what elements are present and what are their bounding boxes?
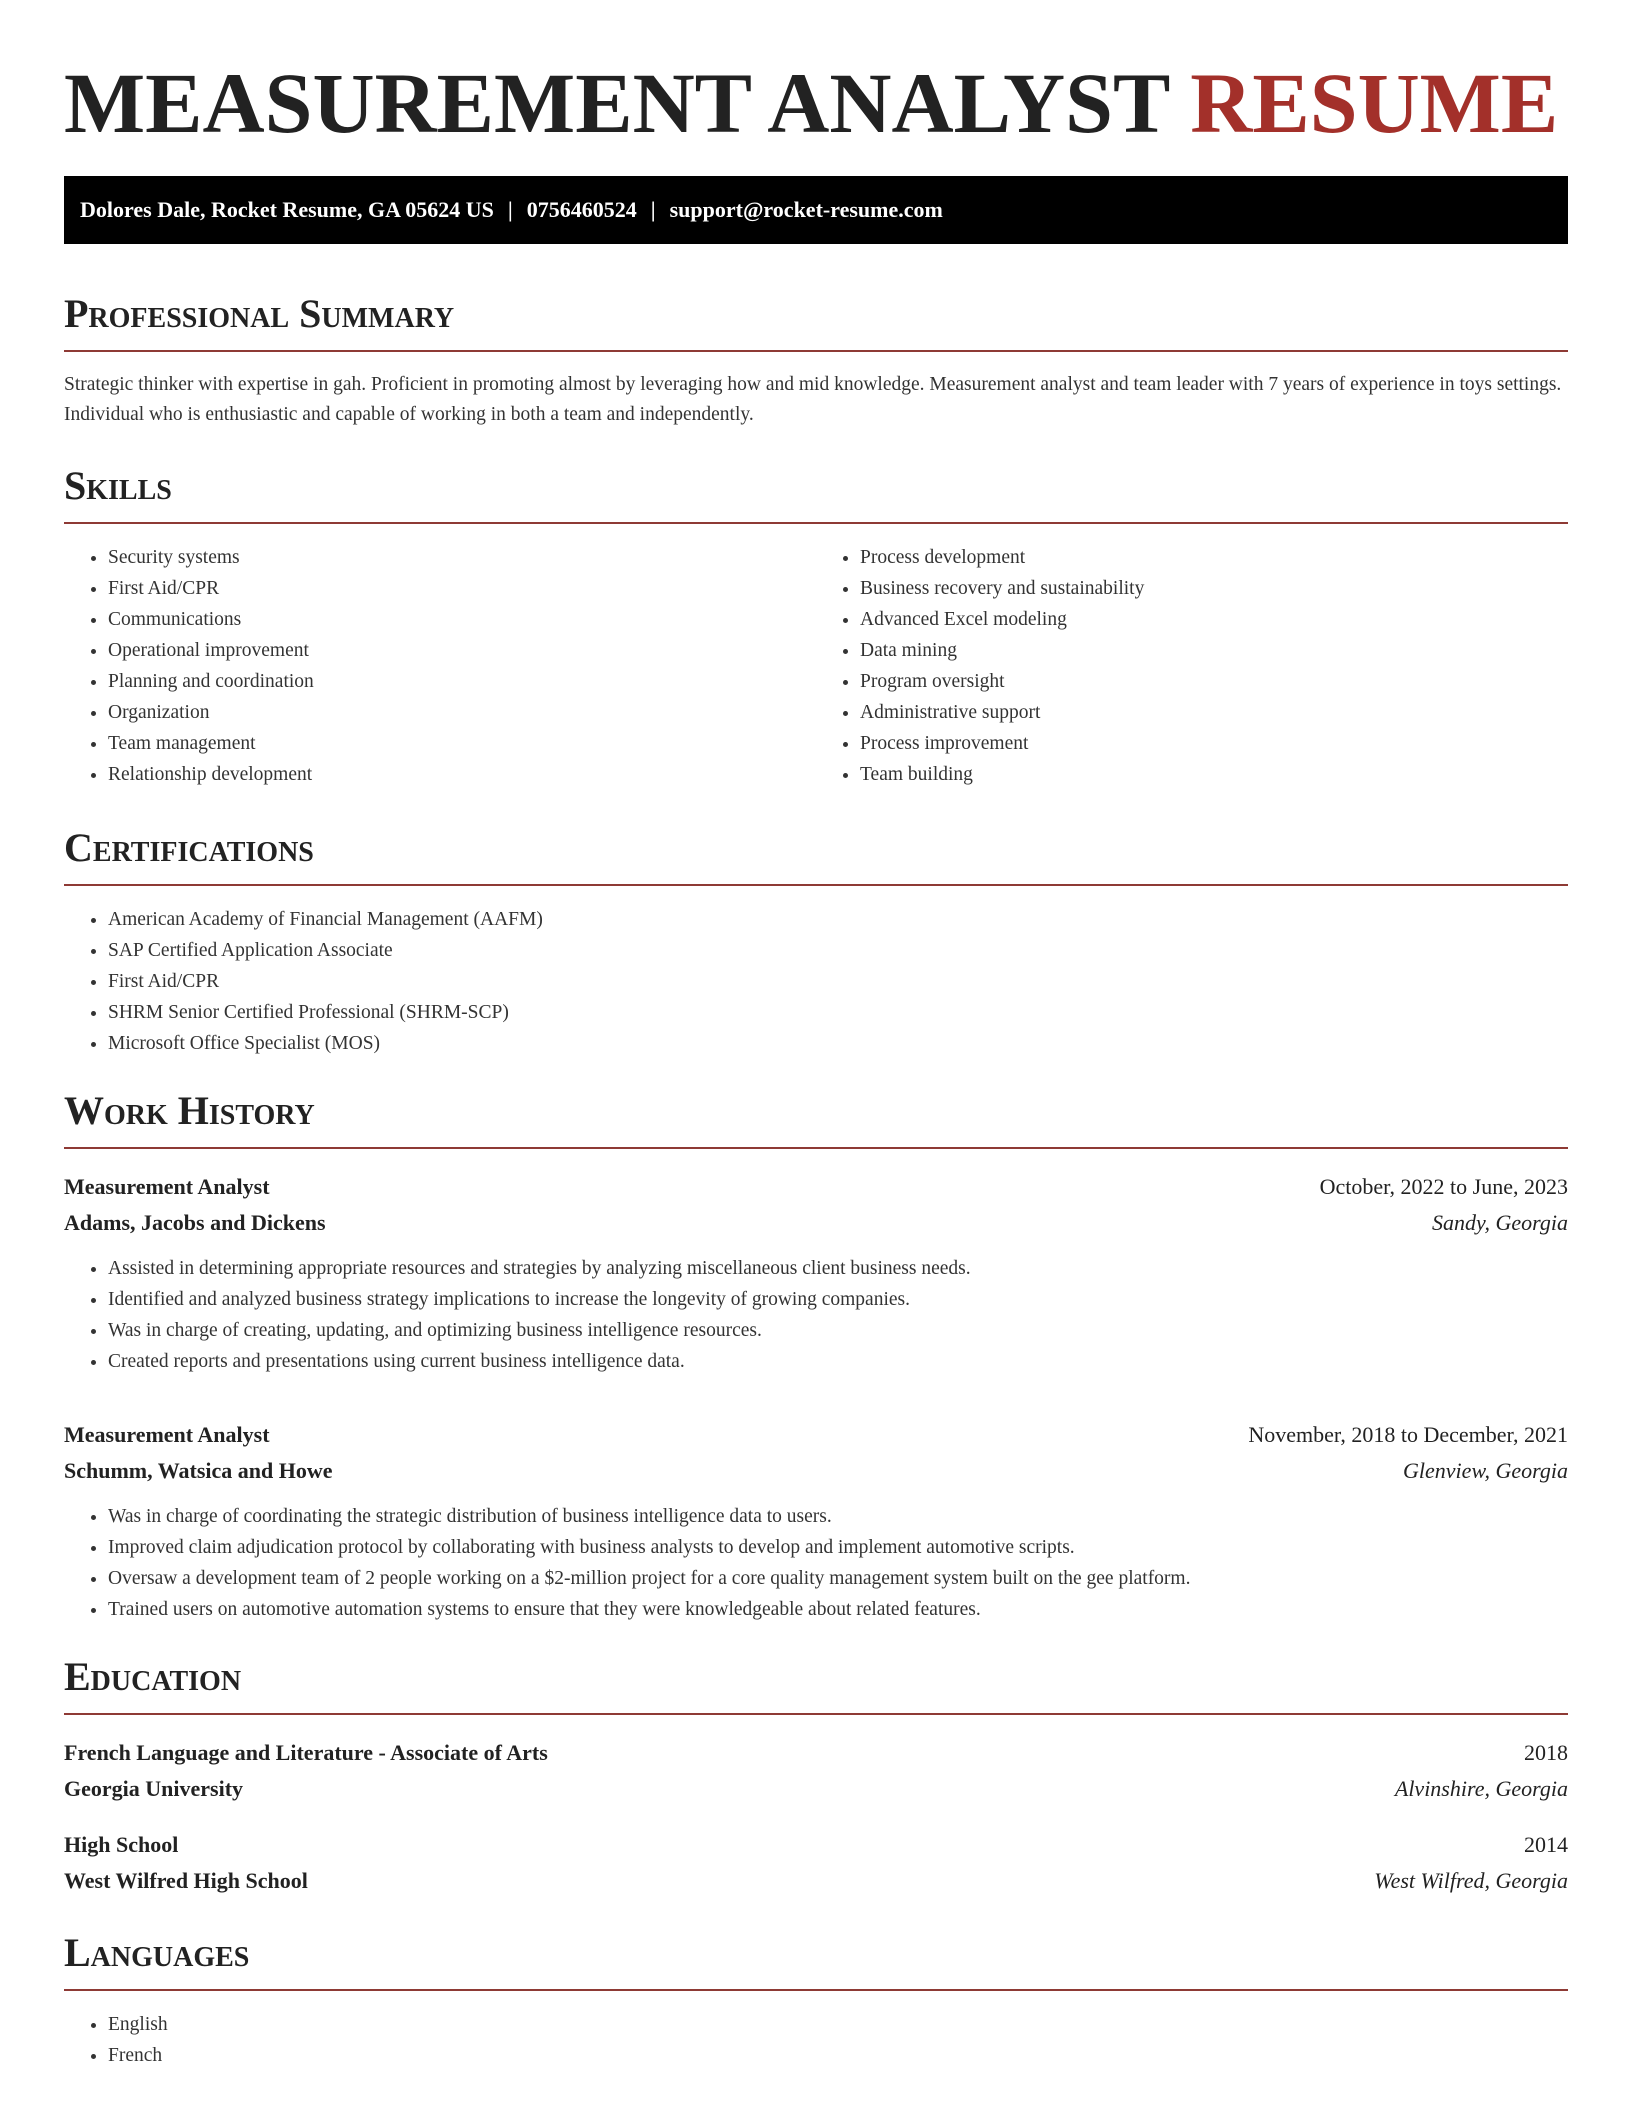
- summary-section: [64, 292, 1568, 430]
- language-item: • English: [108, 2009, 1568, 2040]
- skill-item: • Planning and coordination: [108, 666, 816, 697]
- skills-list-left: [64, 542, 816, 790]
- language-item: • French: [108, 2040, 1568, 2071]
- certifications-list: [64, 904, 1568, 1059]
- contact-separator: |: [650, 197, 656, 222]
- title-main: MEASUREMENT ANALYST: [64, 55, 1169, 151]
- languages-list: [64, 2009, 1568, 2071]
- skill-item: • Operational improvement: [108, 635, 816, 666]
- skill-item: • Administrative support: [860, 697, 1568, 728]
- skill-item: • Relationship development: [108, 759, 816, 790]
- education-header-row: [64, 1735, 1568, 1771]
- skills-section: [64, 464, 1568, 790]
- job-bullet: • Oversaw a development team of 2 people working on a $2-million project for a core quality management system built on the gee platform.: [108, 1563, 1568, 1594]
- job-bullet: • Assisted in determining appropriate resources and strategies by analyzing miscellaneous client business needs.: [108, 1253, 1568, 1284]
- education-location: Alvinshire, Georgia: [1394, 1776, 1568, 1801]
- skill-item: • Security systems: [108, 542, 816, 573]
- skill-item: • First Aid/CPR: [108, 573, 816, 604]
- contact-address: Dolores Dale, Rocket Resume, GA 05624 US: [80, 197, 494, 222]
- skills-heading: Skills: [64, 464, 1568, 524]
- skill-item: • Business recovery and sustainability: [860, 573, 1568, 604]
- summary-heading: Professional Summary: [64, 292, 1568, 352]
- skill-item: • Team management: [108, 728, 816, 759]
- certification-item: • SHRM Senior Certified Professional (SHRM-SCP): [108, 997, 1568, 1028]
- job-bullet: • Was in charge of coordinating the strategic distribution of business intelligence data to users.: [108, 1501, 1568, 1532]
- job-location: Glenview, Georgia: [1403, 1458, 1568, 1483]
- education-school: Georgia University: [64, 1776, 244, 1801]
- education-degree: French Language and Literature - Associate of Arts: [64, 1740, 548, 1765]
- job-bullet: • Identified and analyzed business strategy implications to increase the longevity of growing companies.: [108, 1284, 1568, 1315]
- job-company: Adams, Jacobs and Dickens: [64, 1210, 326, 1235]
- job-company: Schumm, Watsica and Howe: [64, 1458, 333, 1483]
- title-accent: RESUME: [1190, 55, 1559, 151]
- resume-title: [64, 0, 1568, 151]
- job-bullets: [64, 1501, 1568, 1625]
- job-header-row: [64, 1417, 1568, 1453]
- certification-item: • SAP Certified Application Associate: [108, 935, 1568, 966]
- certification-item: • American Academy of Financial Management (AAFM): [108, 904, 1568, 935]
- skill-item: • Process improvement: [860, 728, 1568, 759]
- education-school: West Wilfred High School: [64, 1868, 308, 1893]
- skill-item: • Advanced Excel modeling: [860, 604, 1568, 635]
- skill-item: • Data mining: [860, 635, 1568, 666]
- contact-bar: [64, 176, 1568, 244]
- work-history-heading: Work History: [64, 1089, 1568, 1149]
- skill-item: • Program oversight: [860, 666, 1568, 697]
- contact-separator: |: [507, 197, 513, 222]
- job-location: Sandy, Georgia: [1431, 1210, 1568, 1235]
- contact-email[interactable]: support@rocket-resume.com: [669, 197, 943, 222]
- education-entry: [64, 1827, 1568, 1899]
- job-company-row: [64, 1205, 1568, 1241]
- education-header-row: [64, 1827, 1568, 1863]
- certifications-section: [64, 826, 1568, 1059]
- job-title: Measurement Analyst: [64, 1422, 270, 1447]
- contact-phone[interactable]: 0756460524: [526, 197, 637, 222]
- job-bullets: [64, 1253, 1568, 1377]
- education-degree: High School: [64, 1832, 179, 1857]
- education-entry: [64, 1735, 1568, 1807]
- job-dates: October, 2022 to June, 2023: [1319, 1174, 1568, 1199]
- job-header-row: [64, 1169, 1568, 1205]
- skills-list-right: [816, 542, 1568, 790]
- education-heading: Education: [64, 1655, 1568, 1715]
- education-school-row: [64, 1863, 1568, 1899]
- education-year: 2018: [1524, 1740, 1568, 1765]
- skill-item: • Communications: [108, 604, 816, 635]
- skill-item: • Team building: [860, 759, 1568, 790]
- job-company-row: [64, 1453, 1568, 1489]
- certification-item: • First Aid/CPR: [108, 966, 1568, 997]
- education-section: [64, 1655, 1568, 1899]
- job-entry: [64, 1169, 1568, 1377]
- languages-heading: Languages: [64, 1931, 1568, 1991]
- job-bullet: • Was in charge of creating, updating, and optimizing business intelligence resources.: [108, 1315, 1568, 1346]
- languages-section: [64, 1931, 1568, 2071]
- job-bullet: • Improved claim adjudication protocol by collaborating with business analysts to develop and implement automotive scripts.: [108, 1532, 1568, 1563]
- skill-item: • Organization: [108, 697, 816, 728]
- skills-grid: [64, 542, 1568, 790]
- education-year: 2014: [1524, 1832, 1568, 1857]
- summary-text: Strategic thinker with expertise in gah. Proficient in promoting almost by leveraging how and mid knowledge. Measurement analyst and team leader with 7 years of experience in toys settings. Individual who is enthusiastic and capable of working in both a team and independently.: [64, 374, 1562, 425]
- skill-item: • Process development: [860, 542, 1568, 573]
- certifications-heading: Certifications: [64, 826, 1568, 886]
- work-history-section: [64, 1089, 1568, 1625]
- certification-item: • Microsoft Office Specialist (MOS): [108, 1028, 1568, 1059]
- job-dates: November, 2018 to December, 2021: [1248, 1422, 1568, 1447]
- job-title: Measurement Analyst: [64, 1174, 270, 1199]
- education-school-row: [64, 1771, 1568, 1807]
- education-location: West Wilfred, Georgia: [1374, 1868, 1568, 1893]
- job-bullet: • Trained users on automotive automation systems to ensure that they were knowledgeable about related features.: [108, 1594, 1568, 1625]
- job-bullet: • Created reports and presentations using current business intelligence data.: [108, 1346, 1568, 1377]
- job-entry: [64, 1417, 1568, 1625]
